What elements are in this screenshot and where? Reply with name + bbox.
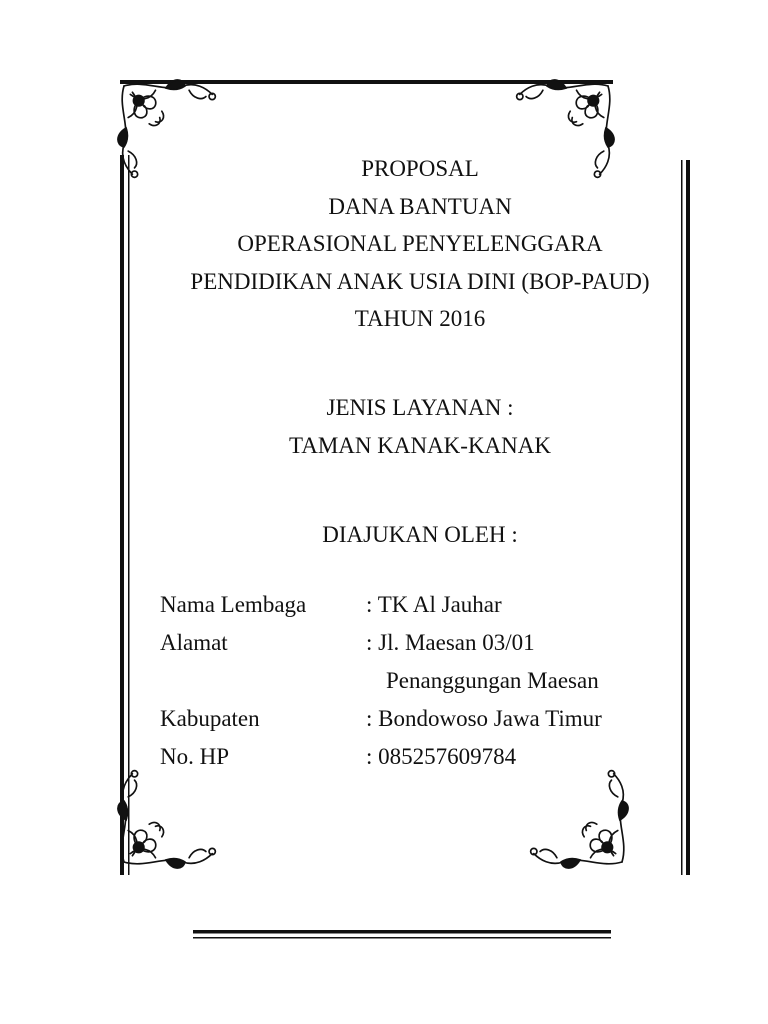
phone-label: No. HP xyxy=(160,744,230,769)
service-type-value: TAMAN KANAK-KANAK xyxy=(289,432,551,458)
proposal-title xyxy=(0,150,768,338)
floral-corner-icon xyxy=(531,771,628,868)
title-line: TAHUN 2016 xyxy=(354,306,486,331)
regency-value: : Bondowoso Jawa Timur xyxy=(366,706,602,731)
address-label: Alamat xyxy=(160,630,228,655)
title-line: OPERASIONAL PENYELENGGARA xyxy=(237,231,603,256)
service-type-heading: JENIS LAYANAN : xyxy=(326,395,514,420)
service-type-section xyxy=(0,389,768,464)
address-value: : Jl. Maesan 03/01 xyxy=(366,630,535,655)
address-line2: Penanggungan Maesan xyxy=(386,668,599,693)
title-line: DANA BANTUAN xyxy=(328,193,512,219)
institution-value: : TK Al Jauhar xyxy=(366,592,502,617)
phone-value: : 085257609784 xyxy=(366,744,517,769)
title-line: PENDIDIKAN ANAK USIA DINI (BOP-PAUD) xyxy=(190,268,650,294)
submitted-by-section xyxy=(0,516,768,554)
floral-corner-icon xyxy=(118,771,215,868)
submitted-by-heading: DIAJUKAN OLEH : xyxy=(322,522,518,547)
institution-label: Nama Lembaga xyxy=(160,592,307,617)
title-line: PROPOSAL xyxy=(361,156,479,181)
regency-label: Kabupaten xyxy=(160,706,260,731)
